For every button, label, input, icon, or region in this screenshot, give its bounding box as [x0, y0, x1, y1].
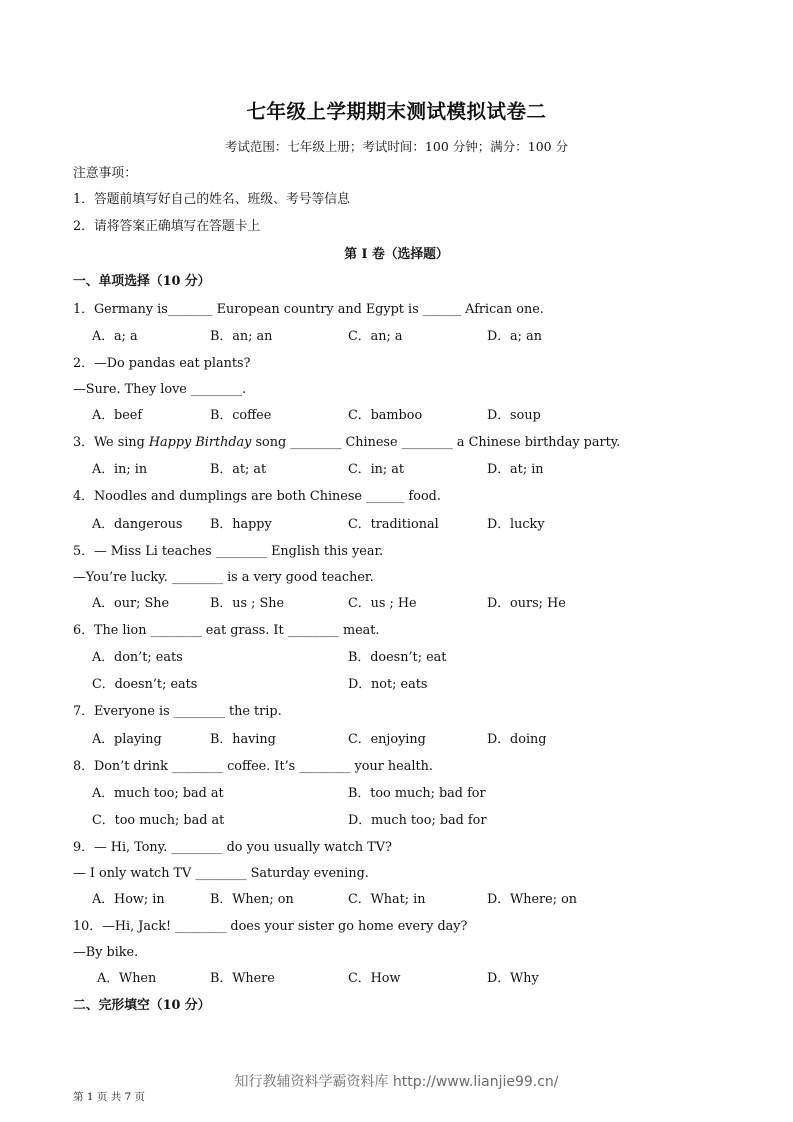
question-9-text: 9．— Hi, Tony. ________ do you usually watch TV?	[73, 840, 392, 855]
question-3-text	[73, 435, 620, 450]
question-9-option-a: A．How; in	[92, 892, 165, 907]
question-3-option-a: A．in; in	[92, 462, 148, 477]
question-3-text-end: song ________ Chinese ________ a Chinese birthday party.	[251, 435, 621, 450]
note-item-2: 2．请将答案正确填写在答题卡上	[73, 219, 261, 234]
question-7-option-b: B．having	[210, 732, 276, 747]
question-10-option-d: D．Why	[487, 971, 539, 986]
question-4-option-c: C．traditional	[348, 517, 439, 532]
question-2-text: 2．—Do pandas eat plants?	[73, 356, 251, 371]
question-8-option-a: A．much too; bad at	[92, 786, 224, 801]
section2-title: 二、完形填空（10 分）	[73, 998, 211, 1013]
notes-heading: 注意事项：	[73, 166, 137, 181]
question-2-option-a: A．beef	[92, 408, 143, 423]
question-7-option-a: A．playing	[92, 732, 162, 747]
question-5-option-c: C．us ; He	[348, 596, 417, 611]
question-7-option-c: C．enjoying	[348, 732, 426, 747]
question-9-option-b: B．When; on	[210, 892, 294, 907]
question-8-option-b: B．too much; bad for	[348, 786, 486, 801]
question-3-option-b: B．at; at	[210, 462, 267, 477]
question-1-text: 1．Germany is_______ European country and Egypt is ______ African one.	[73, 302, 544, 317]
question-10-option-c: C．How	[348, 971, 401, 986]
question-6-option-d: D．not; eats	[348, 677, 428, 692]
question-5-option-b: B．us ; She	[210, 596, 285, 611]
question-3-option-d: D．at; in	[487, 462, 544, 477]
question-6-option-b: B．doesn’t; eat	[348, 650, 447, 665]
question-10-option-b: B．Where	[210, 971, 275, 986]
question-1-option-b: B．an; an	[210, 329, 273, 344]
page-number: 第 1 页 共 7 页	[73, 1091, 146, 1103]
section1-title: 一、单项选择（10 分）	[73, 274, 211, 289]
question-2-option-b: B．coffee	[210, 408, 272, 423]
question-6-option-a: A．don’t; eats	[92, 650, 183, 665]
question-4-text: 4．Noodles and dumplings are both Chinese ______ food.	[73, 489, 441, 504]
question-10-text: 10．—Hi, Jack! ________ does your sister go home every day?	[73, 919, 468, 934]
question-8-option-c: C．too much; bad at	[92, 813, 225, 828]
question-9-option-d: D．Where; on	[487, 892, 578, 907]
question-8-option-d: D．much too; bad for	[348, 813, 487, 828]
question-2-option-d: D．soup	[487, 408, 541, 423]
question-7-option-d: D．doing	[487, 732, 547, 747]
question-9-option-c: C．What; in	[348, 892, 426, 907]
volume-title: 第 I 卷（选择题）	[344, 247, 449, 262]
question-8-text: 8．Don’t drink ________ coffee. It’s ________ your health.	[73, 759, 433, 774]
question-9-text-2: — I only watch TV ________ Saturday evening.	[73, 866, 369, 881]
question-7-text: 7．Everyone is ________ the trip.	[73, 704, 282, 719]
question-1-option-d: D．a; an	[487, 329, 542, 344]
question-1-option-c: C．an; a	[348, 329, 403, 344]
question-1-option-a: A．a; a	[92, 329, 138, 344]
question-6-text: 6．The lion ________ eat grass. It ________ meat.	[73, 623, 380, 638]
question-3-text-start: 3．We sing	[73, 435, 149, 450]
question-2-text-2: —Sure. They love ________.	[73, 382, 247, 397]
question-5-option-a: A．our; She	[92, 596, 170, 611]
question-4-option-d: D．lucky	[487, 517, 545, 532]
exam-title: 七年级上学期期末测试模拟试卷二	[246, 100, 547, 123]
exam-subtitle: 考试范围：七年级上册；考试时间：100 分钟；满分：100 分	[224, 139, 569, 154]
question-3-song-title: Happy Birthday	[148, 435, 252, 450]
question-3-option-c: C．in; at	[348, 462, 405, 477]
question-5-text: 5．— Miss Li teaches ________ English this year.	[73, 544, 384, 559]
question-4-option-b: B．happy	[210, 517, 272, 532]
note-item-1: 1．答题前填写好自己的姓名、班级、考号等信息	[73, 192, 350, 207]
question-2-option-c: C．bamboo	[348, 408, 423, 423]
question-10-text-2: —By bike.	[73, 945, 139, 960]
question-5-text-2: —You’re lucky. ________ is a very good teacher.	[73, 570, 374, 585]
question-6-option-c: C．doesn’t; eats	[92, 677, 198, 692]
question-4-option-a: A．dangerous	[92, 517, 183, 532]
question-5-option-d: D．ours; He	[487, 596, 566, 611]
question-10-option-a: A．When	[97, 971, 157, 986]
footer-watermark: 知行教辅资料学霸资料库 http://www.lianjie99.cn/	[234, 1074, 559, 1090]
